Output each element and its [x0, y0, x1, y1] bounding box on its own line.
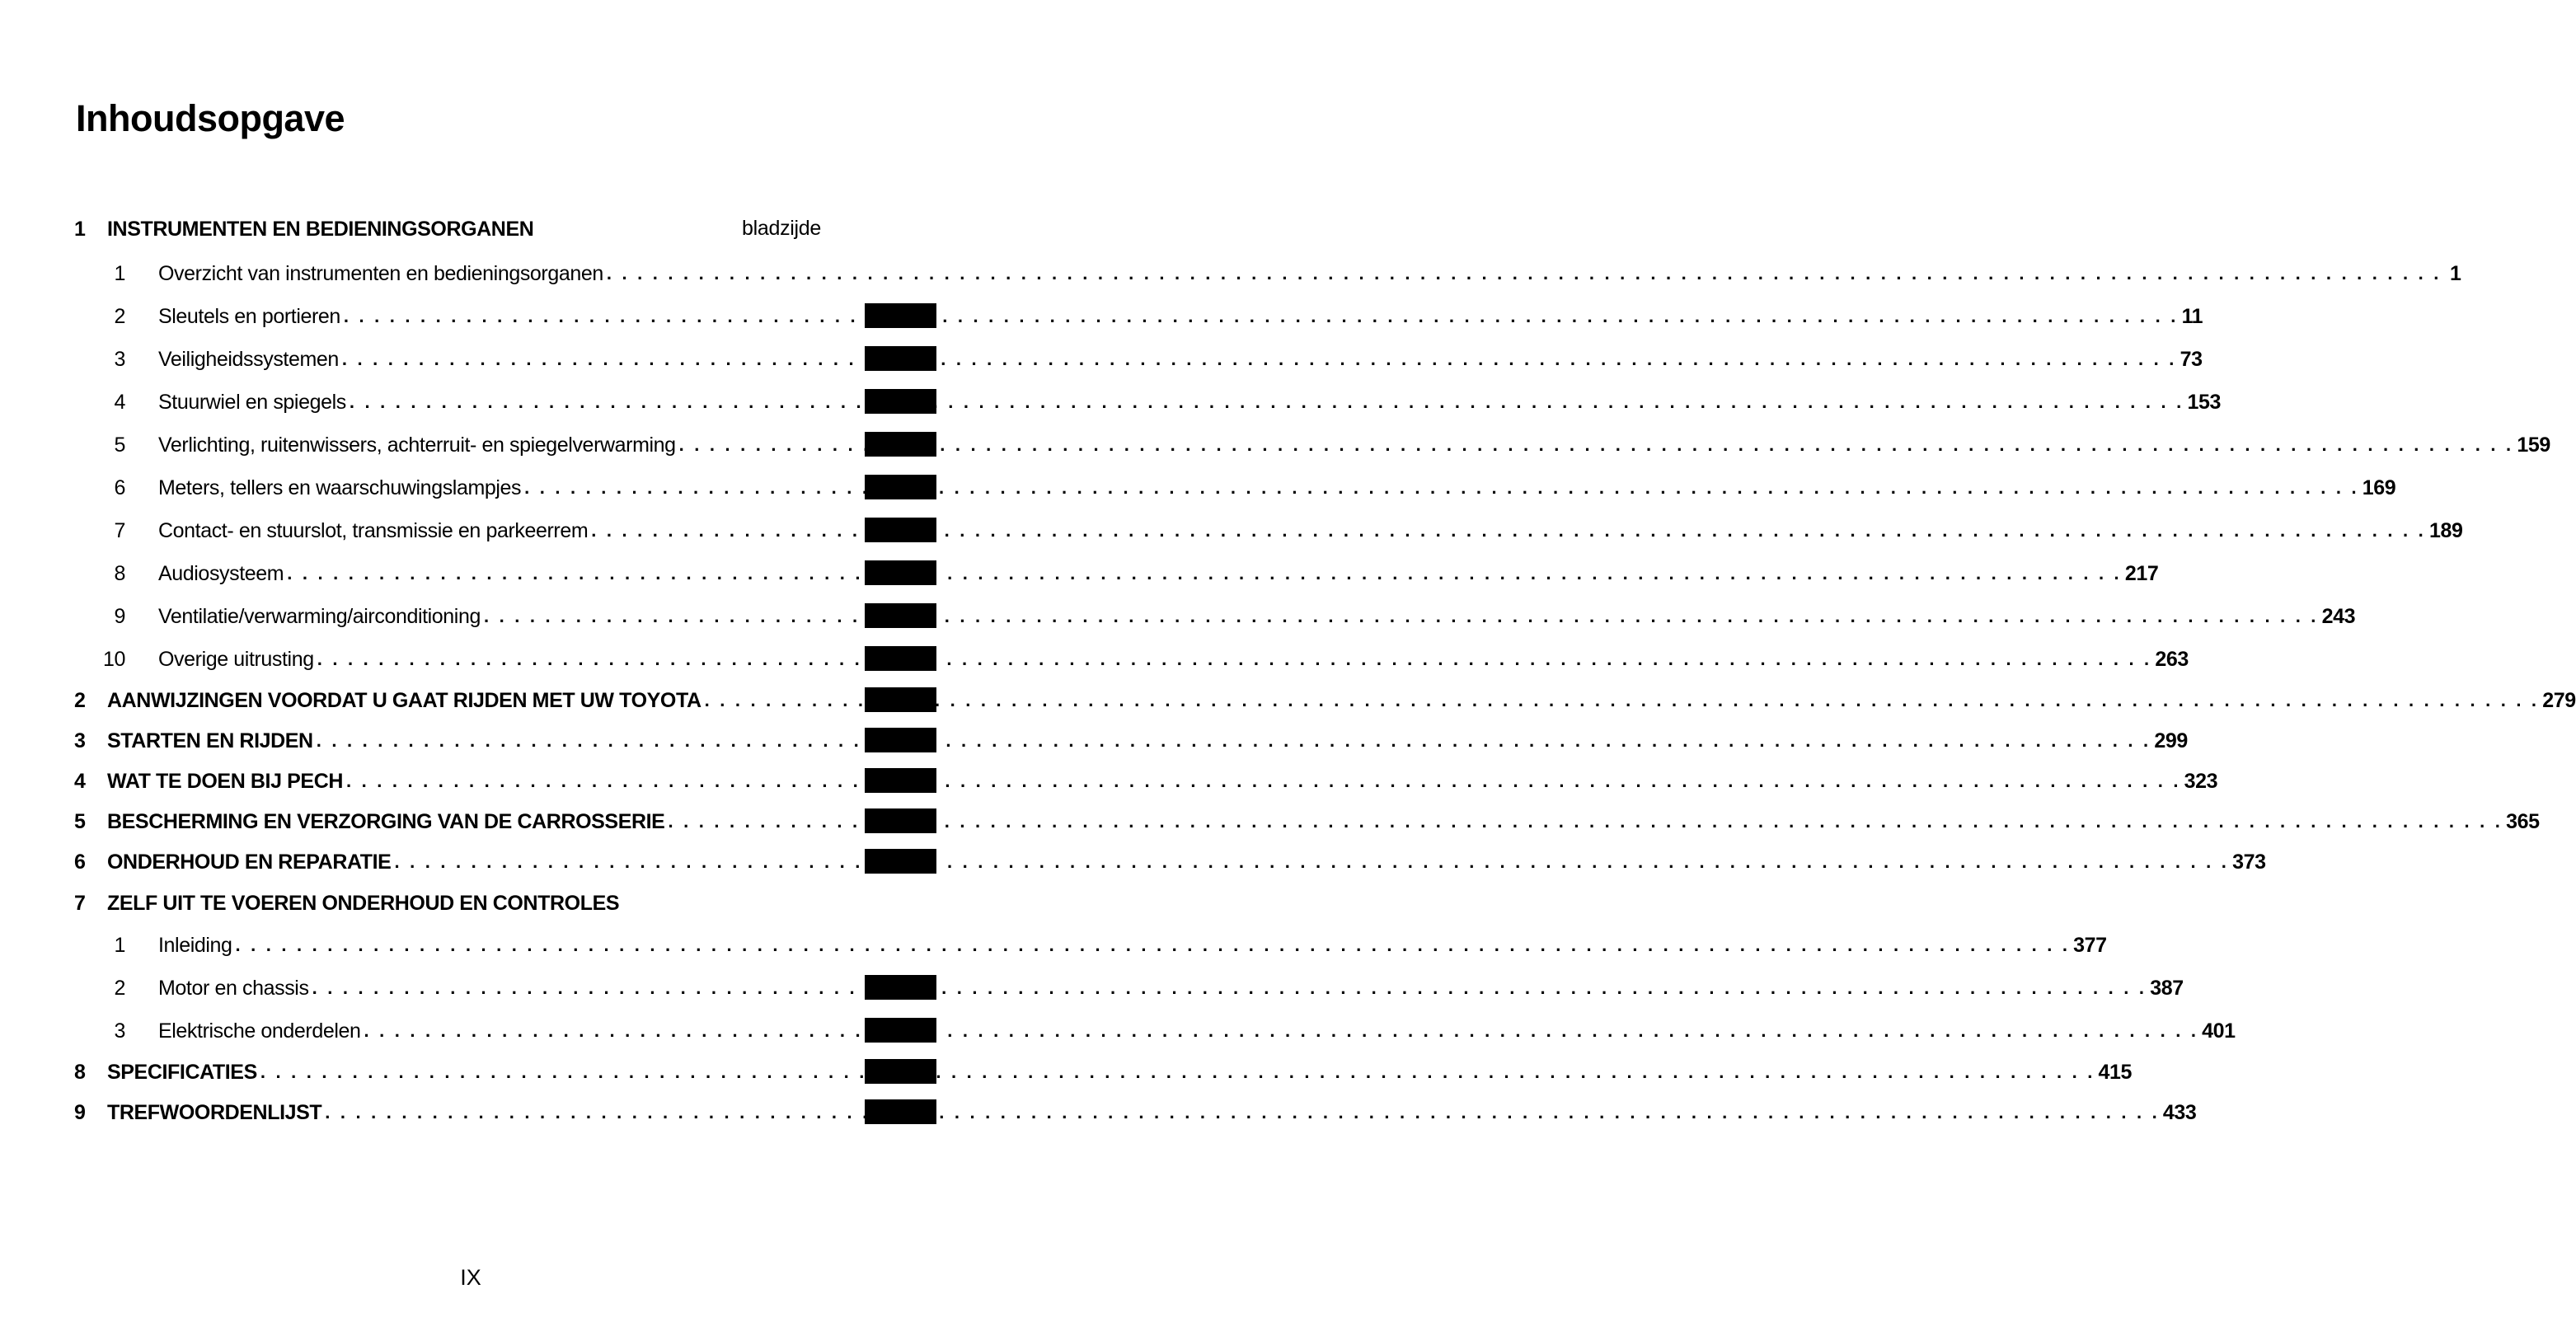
toc-entry-number: 1 [74, 217, 86, 241]
toc-entry-page: 263 [2155, 647, 2189, 671]
toc-entry-page: 365 [2506, 809, 2540, 833]
page-number: IX [460, 1265, 481, 1290]
page-column-header: bladzijde [742, 217, 821, 240]
toc-entry [0, 1096, 2197, 1129]
toc-entry-title: Motor en chassis [158, 976, 309, 1000]
toc-entry-number: 4 [114, 390, 125, 414]
toc-entry-page: 377 [2073, 933, 2107, 957]
toc-entry [0, 972, 2184, 1005]
dot-leader: . . . . . . . . . . . . . . . . . . . . . . . . . . . . . . . . . . . . . . . . . . . . . . . . . . . . . . . . . . . . . . . . . . . . . . . . . . . . . . . . . . . . . . . . . . . . . . . . . . . . . . . . . . . . . . . . . . . . . . . . [235, 935, 2071, 955]
dot-leader: . . . . . . . . . . . . . . . . . . . . . . . . . . . . . . . . . . . . . . . . . . . . . . . . . . . . . . . . . . . . . . . . . . . . . . . . . . . . . . . . . . . . . . . . . . . . . . . . . . . . . . . . . . . . . . . . . . . . . . . . [349, 391, 2184, 412]
toc-entry-page: 217 [2124, 561, 2159, 585]
toc-entry-title: Sleutels en portieren [158, 304, 340, 328]
toc-entry [0, 471, 2396, 504]
toc-entry [0, 724, 2188, 757]
toc-entry [0, 386, 2221, 419]
dot-leader: . . . . . . . . . . . . . . . . . . . . . . . . . . . . . . . . . . . . . . . . . . . . . . . . . . . . . . . . . . . . . . . . . . . . . . . . . . . . . . . . . . . . . . . . . . . . . . . . . . . . . . . . . . . . . . . . . . . . . . . . [678, 434, 2514, 455]
dot-leader: . . . . . . . . . . . . . . . . . . . . . . . . . . . . . . . . . . . . . . . . . . . . . . . . . . . . . . . . . . . . . . . . . . . . . . . . . . . . . . . . . . . . . . . . . . . . . . . . . . . . . . . . . . . . . . . . . . . . . . . . [312, 977, 2147, 998]
toc-entry-title: Veiligheidssystemen [158, 347, 339, 371]
toc-entry-page: 415 [2098, 1060, 2133, 1084]
toc-entry-page: 11 [2181, 304, 2203, 328]
dot-leader: . . . . . . . . . . . . . . . . . . . . . . . . . . . . . . . . . . . . . . . . . . . . . . . . . . . . . . . . . . . . . . . . . . . . . . . . . . . . . . . . . . . . . . . . . . . . . . . . . . . . . . . . . . . . . . . . . . . . . . . . [704, 690, 2540, 710]
toc-entry-number: 8 [74, 1060, 86, 1084]
toc-entry [0, 300, 2203, 333]
toc-entry-page: 153 [2187, 390, 2221, 414]
toc-entry-number: 3 [114, 1019, 125, 1043]
dot-leader: . . . . . . . . . . . . . . . . . . . . . . . . . . . . . . . . . . . . . . . . . . . . . . . . . . . . . . . . . . . . . . . . . . . . . . . . . . . . . . . . . . . . . . . . . . . . . . . . . . . . . . . . . . . . . . . . . . . . . . . . [317, 649, 2152, 669]
toc-entry-title: Contact- en stuurslot, transmissie en parkeerrem [158, 518, 589, 542]
toc-entry-title: INSTRUMENTEN EN BEDIENINGSORGANEN [107, 217, 534, 241]
toc-entry [0, 343, 2203, 376]
toc-entry-title: AANWIJZINGEN VOORDAT U GAAT RIJDEN MET UW TOYOTA [107, 688, 701, 712]
toc-entry-page: 373 [2232, 850, 2266, 874]
toc-entry-number: 2 [114, 976, 125, 1000]
toc-entry-title: Inleiding [158, 933, 232, 957]
toc-entry-title: Audiosysteem [158, 561, 284, 585]
toc-entry-page: 323 [2184, 769, 2218, 793]
toc-entry-page: 169 [2362, 476, 2396, 499]
toc-entry-title: Stuurwiel en spiegels [158, 390, 346, 414]
toc-entry-number: 8 [114, 561, 125, 585]
toc-entry-page: 159 [2517, 433, 2550, 457]
toc-entry-number: 4 [74, 769, 86, 793]
dot-leader: . . . . . . . . . . . . . . . . . . . . . . . . . . . . . . . . . . . . . . . . . . . . . . . . . . . . . . . . . . . . . . . . . . . . . . . . . . . . . . . . . . . . . . . . . . . . . . . . . . . . . . . . . . . . . . . . . . . . . . . . [341, 349, 2177, 369]
toc-entry [0, 600, 2356, 633]
dot-leader: . . . . . . . . . . . . . . . . . . . . . . . . . . . . . . . . . . . . . . . . . . . . . . . . . . . . . . . . . . . . . . . . . . . . . . . . . . . . . . . . . . . . . . . . . . . . . . . . . . . . . . . . . . . . . . . . . . . . . . . . [260, 1062, 2095, 1082]
toc-entry-number: 6 [114, 476, 125, 499]
toc-entry-number: 1 [114, 261, 125, 285]
toc-entry-number: 1 [114, 933, 125, 957]
toc-entry-title: ZELF UIT TE VOEREN ONDERHOUD EN CONTROLES [107, 891, 620, 915]
toc-entry-page: 73 [2180, 347, 2203, 371]
toc-entry-title: Overige uitrusting [158, 647, 314, 671]
toc-entry-number: 9 [74, 1100, 86, 1124]
toc-entry [0, 643, 2189, 676]
toc-entry-title: STARTEN EN RIJDEN [107, 729, 313, 752]
toc-entry [0, 887, 834, 920]
toc-entry-title: Meters, tellers en waarschuwingslampjes [158, 476, 522, 499]
dot-leader: . . . . . . . . . . . . . . . . . . . . . . . . . . . . . . . . . . . . . . . . . . . . . . . . . . . . . . . . . . . . . . . . . . . . . . . . . . . . . . . . . . . . . . . . . . . . . . . . . . . . . . . . . . . . . . . . . . . . . . . . [483, 606, 2319, 626]
toc-entry-number: 10 [102, 647, 125, 671]
toc-entry [0, 514, 2463, 547]
toc-entry [0, 929, 2107, 962]
dot-leader: . . . . . . . . . . . . . . . . . . . . . . . . . . . . . . . . . . . . . . . . . . . . . . . . . . . . . . . . . . . . . . . . . . . . . . . . . . . . . . . . . . . . . . . . . . . . . . . . . . . . . . . . . . . . . . . . . . . . . . . . [394, 851, 2230, 872]
toc-entry-title: SPECIFICATIES [107, 1060, 257, 1084]
toc-entry-title: ONDERHOUD EN REPARATIE [107, 850, 392, 874]
toc-entry [0, 213, 834, 246]
dot-leader: . . . . . . . . . . . . . . . . . . . . . . . . . . . . . . . . . . . . . . . . . . . . . . . . . . . . . . . . . . . . . . . . . . . . . . . . . . . . . . . . . . . . . . . . . . . . . . . . . . . . . . . . . . . . . . . . . . . . . . . . [606, 263, 2442, 284]
toc-entry-page: 243 [2321, 604, 2356, 628]
toc-entry-page: 433 [2162, 1100, 2197, 1124]
toc-entry-number: 2 [74, 688, 86, 712]
toc-entry-page: 189 [2428, 518, 2463, 542]
toc-entry-number: 5 [114, 433, 125, 457]
toc-entry-page: 1 [2450, 261, 2461, 285]
toc-entry-title: BESCHERMING EN VERZORGING VAN DE CARROSSERIE [107, 809, 665, 833]
toc-entry-number: 9 [114, 604, 125, 628]
toc-entry [0, 684, 2576, 717]
toc-entry-number: 7 [74, 891, 86, 915]
toc-entry-page: 299 [2154, 729, 2188, 752]
toc-entry-number: 2 [114, 304, 125, 328]
toc-entry [0, 257, 2461, 290]
toc-entry-page: 387 [2150, 976, 2184, 1000]
toc-entry-number: 5 [74, 809, 86, 833]
dot-leader: . . . . . . . . . . . . . . . . . . . . . . . . . . . . . . . . . . . . . . . . . . . . . . . . . . . . . . . . . . . . . . . . . . . . . . . . . . . . . . . . . . . . . . . . . . . . . . . . . . . . . . . . . . . . . . . . . . . . . . . . [287, 563, 2122, 583]
toc-entry-number: 3 [74, 729, 86, 752]
dot-leader: . . . . . . . . . . . . . . . . . . . . . . . . . . . . . . . . . . . . . . . . . . . . . . . . . . . . . . . . . . . . . . . . . . . . . . . . . . . . . . . . . . . . . . . . . . . . . . . . . . . . . . . . . . . . . . . . . . . . . . . . [668, 811, 2503, 832]
toc-entry-number: 6 [74, 850, 86, 874]
dot-leader: . . . . . . . . . . . . . . . . . . . . . . . . . . . . . . . . . . . . . . . . . . . . . . . . . . . . . . . . . . . . . . . . . . . . . . . . . . . . . . . . . . . . . . . . . . . . . . . . . . . . . . . . . . . . . . . . . . . . . . . . [325, 1102, 2160, 1122]
dot-leader: . . . . . . . . . . . . . . . . . . . . . . . . . . . . . . . . . . . . . . . . . . . . . . . . . . . . . . . . . . . . . . . . . . . . . . . . . . . . . . . . . . . . . . . . . . . . . . . . . . . . . . . . . . . . . . . . . . . . . . . . [343, 306, 2179, 326]
toc-entry [0, 429, 2550, 462]
toc-entry-title: WAT TE DOEN BIJ PECH [107, 769, 344, 793]
toc-entry-page: 401 [2202, 1019, 2236, 1043]
toc-entry [0, 557, 2159, 590]
dot-leader: . . . . . . . . . . . . . . . . . . . . . . . . . . . . . . . . . . . . . . . . . . . . . . . . . . . . . . . . . . . . . . . . . . . . . . . . . . . . . . . . . . . . . . . . . . . . . . . . . . . . . . . . . . . . . . . . . . . . . . . . [346, 771, 2181, 791]
page-title: Inhoudsopgave [76, 97, 345, 139]
toc-entry [0, 1015, 2236, 1047]
toc-entry-page: 279 [2542, 688, 2576, 712]
toc-entry [0, 1056, 2133, 1089]
dot-leader: . . . . . . . . . . . . . . . . . . . . . . . . . . . . . . . . . . . . . . . . . . . . . . . . . . . . . . . . . . . . . . . . . . . . . . . . . . . . . . . . . . . . . . . . . . . . . . . . . . . . . . . . . . . . . . . . . . . . . . . . [364, 1020, 2199, 1041]
toc-entry-number: 7 [114, 518, 125, 542]
toc-entry-title: Verlichting, ruitenwissers, achterruit- en spiegelverwarming [158, 433, 676, 457]
toc-entry-title: TREFWOORDENLIJST [107, 1100, 322, 1124]
toc-entry [0, 765, 2218, 798]
toc-entry [0, 846, 2266, 879]
dot-leader: . . . . . . . . . . . . . . . . . . . . . . . . . . . . . . . . . . . . . . . . . . . . . . . . . . . . . . . . . . . . . . . . . . . . . . . . . . . . . . . . . . . . . . . . . . . . . . . . . . . . . . . . . . . . . . . . . . . . . . . . [591, 520, 2426, 541]
toc-entry-title: Overzicht van instrumenten en bedieningsorganen [158, 261, 603, 285]
dot-leader: . . . . . . . . . . . . . . . . . . . . . . . . . . . . . . . . . . . . . . . . . . . . . . . . . . . . . . . . . . . . . . . . . . . . . . . . . . . . . . . . . . . . . . . . . . . . . . . . . . . . . . . . . . . . . . . . . . . . . . . . [316, 730, 2151, 751]
toc-entry-title: Ventilatie/verwarming/airconditioning [158, 604, 481, 628]
dot-leader: . . . . . . . . . . . . . . . . . . . . . . . . . . . . . . . . . . . . . . . . . . . . . . . . . . . . . . . . . . . . . . . . . . . . . . . . . . . . . . . . . . . . . . . . . . . . . . . . . . . . . . . . . . . . . . . . . . . . . . . . [524, 477, 2359, 498]
toc-entry-number: 3 [114, 347, 125, 371]
toc-entry-title: Elektrische onderdelen [158, 1019, 361, 1043]
toc-entry [0, 805, 2540, 838]
